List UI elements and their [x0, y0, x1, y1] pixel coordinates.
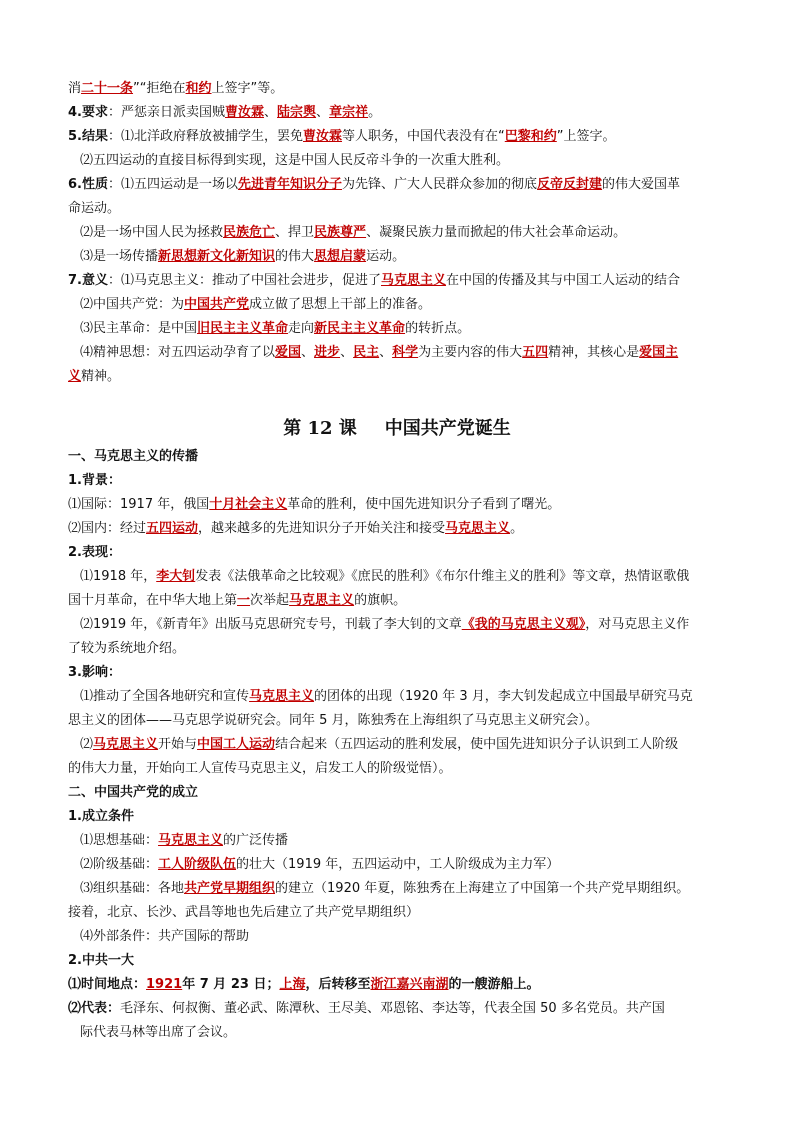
text-line: 了较为系统地介绍。 — [68, 641, 186, 656]
text-line: ⑵国内：经过五四运动，越来越多的先进知识分子开始关注和接受马克思主义。 — [68, 521, 524, 536]
text-line: 义精神。 — [68, 369, 121, 384]
text-line: ⑵是一场中国人民为拯救民族危亡、捍卫民族尊严、凝聚民族力量而掀起的伟大社会革命运动。 — [80, 225, 627, 240]
subheading: 3.影响： — [68, 665, 121, 680]
text-line: ⑵1919 年，《新青年》出版马克思研究专号，刊载了李大钊的文章《我的马克思主义观》，对马克思主义作 — [80, 617, 690, 632]
text-line: 消二十一条”“拒绝在和约上签字”等。 — [68, 81, 284, 96]
text-line: ⑴1918 年，李大钊发表《法俄革命之比较观》《庶民的胜利》《布尔什维主义的胜利》等文章，热情讴歌俄 — [80, 569, 690, 584]
text-line: ⑶民主革命：是中国旧民主主义革命走向新民主主义革命的转折点。 — [80, 321, 471, 336]
text-line: ⑴国际：1917 年，俄国十月社会主义革命的胜利，使中国先进知识分子看到了曙光。 — [68, 497, 561, 512]
text-line: ⑵马克思主义开始与中国工人运动结合起来（五四运动的胜利发展，使中国先进知识分子认识到工人阶级 — [80, 737, 679, 752]
text-line: 7.意义：⑴马克思主义：推动了中国社会进步，促进了马克思主义在中国的传播及其与中国工人运动的结合 — [68, 273, 681, 288]
section-heading: 一、马克思主义的传播 — [68, 449, 199, 464]
text-line: 6.性质：⑴五四运动是一场以先进青年知识分子为先锋、广大人民群众参加的彻底反帝反封建的伟大爱国革 — [68, 177, 681, 192]
text-line: ⑶组织基础：各地共产党早期组织的建立（1920 年夏，陈独秀在上海建立了中国第一个共产党早期组织。 — [80, 881, 690, 896]
subheading: 2.表现： — [68, 545, 121, 560]
text-line: 的伟大力量，开始向工人宣传马克思主义，启发工人的阶级觉悟）。 — [68, 761, 452, 776]
text-line: 国十月革命，在中华大地上第一次举起马克思主义的旗帜。 — [68, 593, 407, 608]
text-line: 思主义的团体——马克思学说研究会。同年 5 月，陈独秀在上海组织了马克思主义研究会）。 — [68, 713, 599, 728]
text-line: ⑵代表：毛泽东、何叔衡、董必武、陈潭秋、王尽美、邓恩铭、李达等，代表全国 50 多名党员。共产国 — [68, 1001, 665, 1016]
text-line: ⑵阶级基础：工人阶级队伍的壮大（1919 年，五四运动中，工人阶级成为主力军） — [80, 857, 560, 872]
lesson-name: 中国共产党诞生 — [384, 418, 511, 439]
text-line: ⑷精神思想：对五四运动孕育了以爱国、进步、民主、科学为主要内容的伟大五四精神，其核心是爱国主 — [80, 345, 679, 360]
text-line: ⑶是一场传播新思想新文化新知识的伟大思想启蒙运动。 — [80, 249, 406, 264]
text-line: ⑴思想基础：马克思主义的广泛传播 — [80, 833, 289, 848]
text-line: 5.结果：⑴北洋政府释放被捕学生，罢免曹汝霖等人职务，中国代表没有在“巴黎和约”上签字。 — [68, 129, 616, 144]
text-line: 4.要求：严惩亲日派卖国贼曹汝霖、陆宗舆、章宗祥。 — [68, 105, 382, 120]
section-heading: 二、中国共产党的成立 — [68, 785, 199, 800]
lesson-number: 第 12 课 — [283, 418, 357, 439]
text-line: 命运动。 — [68, 201, 121, 216]
text-line: ⑴推动了全国各地研究和宣传马克思主义的团体的出现（1920 年 3 月，李大钊发起成立中国最早研究马克 — [80, 689, 693, 704]
subheading: 1.成立条件 — [68, 809, 134, 824]
text-line: ⑷外部条件：共产国际的帮助 — [80, 929, 250, 944]
text-line: 际代表马林等出席了会议。 — [80, 1025, 237, 1040]
subheading: 2.中共一大 — [68, 953, 134, 968]
text-line: ⑵五四运动的直接目标得到实现，这是中国人民反帝斗争的一次重大胜利。 — [80, 153, 510, 168]
lesson-title — [0, 414, 794, 440]
subheading: 1.背景： — [68, 473, 121, 488]
text-line: ⑵中国共产党：为中国共产党成立做了思想上干部上的准备。 — [80, 297, 432, 312]
text-line: ⑴时间地点：1921年 7 月 23 日；上海，后转移至浙江嘉兴南湖的一艘游船上。 — [68, 977, 540, 992]
text-line: 接着，北京、长沙、武昌等地也先后建立了共产党早期组织） — [68, 905, 420, 920]
